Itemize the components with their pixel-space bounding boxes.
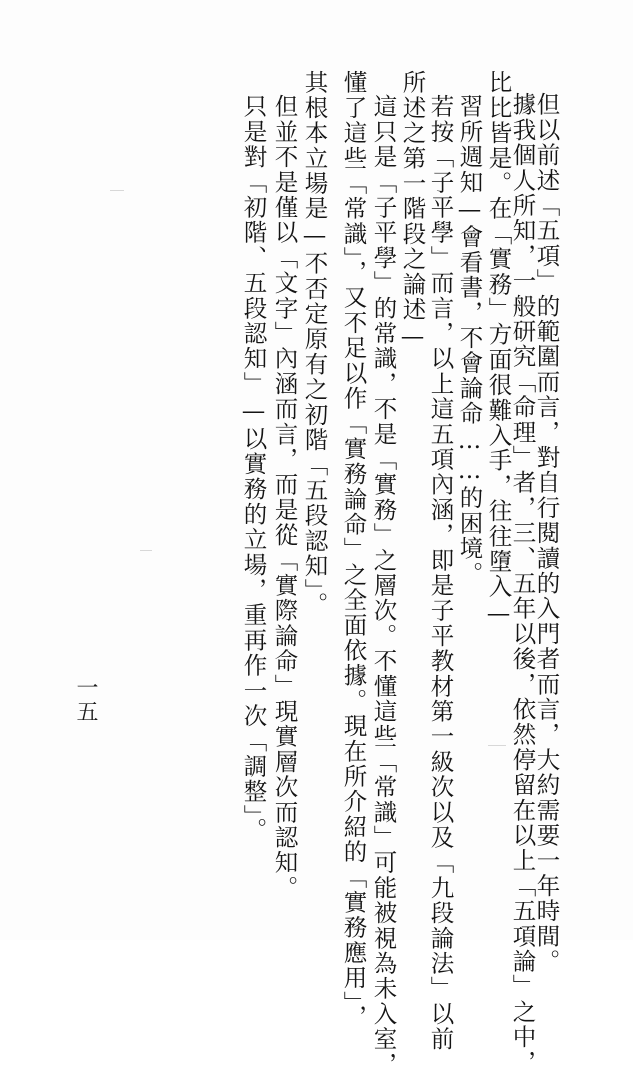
paper-speck — [110, 190, 124, 191]
page-number: 一五 — [73, 676, 98, 724]
text-line-9: 其根本立場是—不否定原有之初階「五段認知」。 — [300, 70, 329, 618]
text-line-10: 但並不是僅以「文字」內涵而言，而是從「實際論命」現實層次而認知。 — [270, 94, 299, 901]
text-line-5: 若按「子平學」而言，以上這五項內涵，即是子平教材第一級次以及「九段論法」以前 — [426, 94, 455, 1052]
text-line-8: 懂了這些「常識」，又不足以作「實務論命」之全面依據。現在所介紹的「實務應用」， — [339, 70, 368, 1030]
paper-speck — [140, 550, 152, 551]
text-line-6: 所述之第一階段之論述— — [398, 70, 427, 352]
text-line-11: 只是對「初階、五段認知」—以實務的立場，重再作一次「調整」。 — [239, 94, 268, 843]
text-line-3: 比比皆是。在「實務」方面很難入手，往往墮入— — [484, 70, 513, 629]
paper-speck — [488, 745, 506, 746]
text-line-2: 據我個人所知，一般研究「命理」者，三、五年以後，依然停留在以上「五項論」之中， — [508, 92, 537, 1075]
text-line-1: 但以前述「五項」的範圍而言，對自行閱讀的入門者而言，大約需要一年時間。 — [532, 92, 561, 974]
text-line-4: 習所週知—會看書，不會論命……的困境。 — [455, 94, 484, 587]
text-line-7: 這只是「子平學」的常識，不是「實務」之層次。不懂這些「常識」可能被視為未入室， — [369, 94, 398, 1077]
